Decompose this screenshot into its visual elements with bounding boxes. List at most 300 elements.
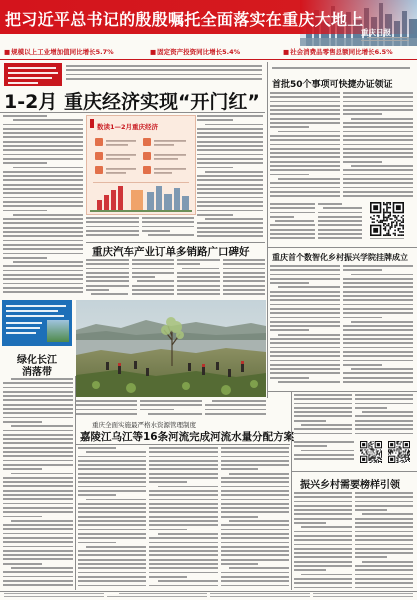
text-line	[343, 169, 413, 171]
text-line	[197, 167, 233, 169]
rural-headline: 振兴乡村需要榜样引领	[300, 480, 400, 491]
text-column	[3, 115, 83, 295]
text-line	[323, 207, 362, 209]
text-line	[4, 593, 104, 594]
text-line	[355, 433, 413, 435]
text-line	[343, 295, 413, 297]
banner-title: 把习近平总书记的殷殷嘱托全面落实在重庆大地上	[5, 10, 364, 29]
text-line	[355, 398, 413, 400]
text-line	[197, 205, 263, 207]
text-line	[132, 293, 175, 295]
text-line	[294, 394, 352, 396]
text-line	[149, 468, 217, 470]
text-line	[210, 593, 310, 594]
text-line	[149, 511, 217, 513]
text-line	[78, 473, 146, 475]
text-line	[78, 524, 146, 526]
text-line	[270, 351, 340, 353]
qr-caption	[370, 238, 404, 242]
text-line	[142, 221, 195, 223]
text-line	[3, 162, 47, 164]
water-divider	[76, 444, 290, 445]
text-line	[3, 541, 73, 543]
text-line	[78, 456, 146, 458]
text-line	[355, 403, 413, 405]
text-line	[3, 554, 73, 556]
text-line	[78, 572, 146, 574]
text-line	[149, 477, 217, 479]
text-line	[278, 178, 340, 180]
auto-headline: 重庆汽车产业订单多销路广口碑好	[92, 246, 250, 258]
text-line	[343, 131, 413, 133]
text-line	[270, 139, 340, 141]
text-line	[355, 428, 413, 430]
text-line	[3, 222, 83, 224]
text-line	[343, 338, 413, 340]
text-line	[86, 230, 139, 232]
text-line	[221, 563, 259, 565]
text-line	[86, 280, 129, 282]
text-line	[3, 563, 42, 565]
text-line	[3, 197, 83, 199]
text-column	[86, 259, 129, 298]
qr-pattern	[388, 441, 410, 463]
left-bottom-rule	[75, 376, 76, 590]
text-line	[294, 539, 352, 541]
text-line	[197, 222, 263, 224]
text-line	[197, 235, 263, 237]
stats-divider	[0, 59, 417, 60]
right-bottom-rule	[291, 392, 292, 590]
text-line	[205, 404, 266, 406]
text-line	[149, 520, 217, 522]
text-line	[3, 115, 47, 117]
text-line	[197, 136, 263, 138]
right-lower-divider	[268, 391, 417, 392]
text-line	[78, 567, 146, 569]
feature-title-line2: 消落带	[22, 367, 52, 378]
text-column	[142, 217, 195, 238]
text-line	[3, 399, 73, 401]
text-line	[355, 407, 387, 409]
text-line	[3, 558, 73, 560]
text-line	[78, 516, 146, 518]
text-line	[355, 509, 387, 511]
text-line	[3, 257, 47, 259]
text-line	[78, 486, 146, 488]
text-line	[149, 460, 217, 462]
text-line	[270, 216, 294, 218]
text-line	[343, 156, 413, 158]
text-line	[210, 596, 310, 597]
text-line	[270, 274, 340, 276]
text-line	[78, 447, 116, 449]
text-line	[355, 587, 413, 589]
text-line	[294, 420, 326, 422]
text-line	[78, 529, 146, 531]
text-line	[3, 468, 42, 470]
text-line	[294, 407, 352, 409]
stat-text: 固定资产投资同比增长5.4%	[157, 48, 241, 56]
text-column	[4, 593, 104, 599]
text-line	[86, 451, 146, 453]
text-column	[223, 259, 266, 298]
label-line	[6, 327, 40, 329]
text-line	[270, 191, 340, 193]
text-line	[3, 533, 73, 535]
text-line	[343, 148, 413, 150]
text-line	[158, 486, 218, 488]
text-line	[318, 237, 363, 239]
text-line	[343, 139, 413, 141]
text-line	[78, 507, 146, 509]
text-line	[362, 561, 413, 563]
text-line	[318, 233, 363, 235]
text-line	[355, 531, 413, 533]
text-line	[86, 272, 129, 274]
text-line	[76, 404, 137, 406]
text-line	[223, 280, 266, 282]
text-line	[221, 447, 289, 449]
text-line	[78, 563, 146, 565]
text-line	[197, 154, 263, 156]
text-line	[76, 409, 137, 411]
text-column	[210, 593, 310, 599]
text-line	[149, 494, 217, 496]
text-line	[3, 421, 42, 423]
text-line	[223, 285, 266, 287]
text-line	[86, 259, 129, 261]
text-line	[221, 550, 289, 552]
text-line	[221, 585, 289, 587]
text-line	[3, 528, 73, 530]
text-line	[343, 351, 413, 353]
text-line	[318, 229, 363, 231]
text-line	[343, 187, 413, 189]
text-line	[142, 230, 171, 232]
qr-code[interactable]	[370, 202, 404, 236]
text-line	[294, 556, 352, 558]
lead-kicker-box	[4, 63, 62, 86]
text-line	[3, 145, 83, 147]
text-line	[270, 377, 309, 379]
text-line	[197, 115, 263, 117]
text-column	[149, 447, 217, 589]
text-line	[66, 74, 262, 76]
text-line	[3, 524, 73, 526]
text-line	[3, 516, 42, 518]
text-line	[149, 490, 217, 492]
text-line	[149, 507, 217, 509]
text-line	[3, 412, 73, 414]
text-line	[278, 131, 340, 133]
text-line	[343, 304, 413, 306]
text-line	[343, 122, 413, 124]
text-line	[197, 141, 263, 143]
text-line	[294, 587, 352, 589]
qr-pattern	[370, 202, 404, 236]
text-line	[343, 105, 413, 107]
text-line	[351, 368, 413, 370]
text-line	[221, 464, 289, 466]
text-line	[3, 244, 83, 246]
text-line	[355, 394, 413, 396]
text-line	[3, 270, 83, 272]
text-line	[294, 548, 352, 550]
text-line	[221, 456, 289, 458]
text-line	[270, 368, 340, 370]
text-line	[301, 574, 352, 576]
text-line	[270, 338, 340, 340]
text-line	[78, 554, 146, 556]
text-line	[11, 378, 73, 380]
text-line	[76, 400, 137, 402]
text-column	[313, 593, 413, 599]
bullet-icon: ■	[283, 48, 290, 56]
text-column	[270, 92, 340, 199]
text-line	[205, 171, 263, 173]
right-lower-body	[294, 394, 413, 438]
text-line	[294, 509, 352, 511]
text-line	[270, 269, 340, 271]
text-line	[355, 501, 413, 503]
label-thumbnail-image	[47, 320, 69, 342]
stat-text: 规模以上工业增加值同比增长5.7%	[11, 48, 114, 56]
qr-code[interactable]	[360, 441, 382, 463]
text-line	[142, 217, 195, 219]
text-line	[149, 559, 217, 561]
label-line	[6, 310, 58, 312]
text-column	[86, 217, 139, 238]
text-line	[343, 325, 413, 327]
text-line	[270, 321, 340, 323]
text-column	[294, 394, 352, 437]
text-line	[4, 596, 104, 597]
label-line	[6, 305, 66, 307]
text-line	[343, 152, 413, 154]
text-column	[76, 400, 137, 417]
text-line	[355, 578, 413, 580]
text-line	[355, 522, 413, 524]
text-line	[107, 596, 207, 597]
text-line	[3, 455, 73, 457]
text-column	[370, 238, 404, 241]
text-line	[343, 269, 382, 271]
text-line	[132, 263, 175, 265]
text-line	[270, 295, 340, 297]
text-line	[318, 220, 363, 222]
text-line	[3, 231, 83, 233]
text-line	[149, 481, 187, 483]
text-line	[343, 291, 413, 293]
label-line	[6, 315, 64, 317]
text-line	[197, 231, 263, 233]
text-line	[66, 78, 262, 80]
text-line	[221, 477, 289, 479]
kicker-line	[8, 77, 52, 79]
text-line	[3, 291, 83, 293]
lead-body-col-c	[197, 115, 263, 242]
text-line	[86, 221, 139, 223]
text-column	[355, 492, 413, 591]
text-column	[355, 394, 413, 437]
text-line	[270, 265, 340, 267]
text-line	[355, 505, 413, 507]
text-line	[3, 464, 73, 466]
text-line	[278, 381, 340, 383]
qr-code[interactable]	[388, 441, 410, 463]
text-column	[294, 441, 354, 462]
text-line	[343, 96, 413, 98]
text-line	[343, 191, 413, 193]
text-line	[148, 234, 194, 236]
stat-industrial-output	[4, 47, 114, 56]
text-line	[355, 552, 413, 554]
text-line	[301, 450, 354, 452]
text-line	[78, 537, 146, 539]
text-line	[355, 496, 413, 498]
text-line	[140, 409, 174, 411]
text-line	[270, 135, 340, 137]
text-line	[270, 126, 309, 128]
text-line	[78, 481, 146, 483]
footer-info	[4, 593, 413, 599]
kicker-line	[8, 82, 38, 84]
text-line	[343, 355, 413, 357]
text-line	[149, 524, 217, 526]
text-line	[197, 214, 233, 216]
text-column	[107, 593, 207, 599]
text-line	[270, 109, 340, 111]
text-line	[78, 460, 146, 462]
text-line	[343, 329, 413, 331]
text-line	[343, 101, 413, 103]
text-line	[270, 278, 340, 280]
text-line	[270, 203, 315, 205]
text-line	[11, 473, 73, 475]
text-line	[3, 184, 83, 186]
text-line	[351, 321, 413, 323]
text-line	[177, 289, 220, 291]
text-line	[294, 578, 352, 580]
text-line	[3, 287, 83, 289]
text-line	[270, 325, 340, 327]
text-line	[158, 580, 218, 582]
text-line	[270, 212, 315, 214]
text-line	[343, 161, 382, 163]
text-column	[66, 65, 262, 82]
text-line	[149, 572, 217, 574]
text-column	[318, 203, 363, 242]
text-line	[229, 473, 289, 475]
text-line	[3, 507, 73, 509]
text-line	[3, 248, 83, 250]
text-line	[343, 278, 413, 280]
text-line	[11, 567, 73, 569]
text-line	[221, 559, 289, 561]
text-line	[313, 596, 413, 597]
text-line	[355, 556, 387, 558]
text-line	[3, 141, 83, 143]
text-line	[3, 124, 83, 126]
text-line	[78, 494, 116, 496]
text-line	[78, 533, 146, 535]
text-line	[343, 308, 413, 310]
text-line	[270, 229, 315, 231]
text-line	[3, 128, 83, 130]
text-line	[149, 567, 217, 569]
text-line	[3, 175, 83, 177]
text-line	[355, 492, 413, 494]
text-line	[177, 293, 220, 295]
kicker-line	[8, 72, 58, 74]
text-line	[294, 398, 352, 400]
text-line	[3, 434, 73, 436]
text-line	[343, 286, 413, 288]
text-line	[221, 490, 289, 492]
text-line	[149, 554, 217, 556]
text-line	[149, 451, 217, 453]
text-line	[3, 485, 73, 487]
text-line	[3, 136, 83, 138]
text-line	[86, 546, 146, 548]
text-line	[197, 149, 263, 151]
text-line	[270, 308, 340, 310]
text-line	[294, 544, 352, 546]
footer-divider	[0, 591, 417, 592]
text-line	[221, 529, 289, 531]
text-line	[3, 395, 73, 397]
text-line	[149, 546, 217, 548]
text-line	[270, 299, 340, 301]
text-line	[343, 113, 382, 115]
text-line	[362, 411, 413, 413]
text-line	[86, 226, 139, 228]
text-line	[270, 165, 340, 167]
text-line	[3, 430, 73, 432]
text-line	[343, 174, 413, 176]
text-line	[66, 69, 262, 71]
text-line	[177, 276, 220, 278]
text-line	[221, 572, 289, 574]
infographic-title: 数读1—2月重庆经济	[97, 123, 159, 131]
rural-divider	[292, 471, 417, 472]
text-line	[294, 582, 352, 584]
text-line	[362, 513, 413, 515]
text-line	[3, 227, 83, 229]
text-line	[221, 451, 289, 453]
stat-retail-sales	[283, 47, 393, 56]
text-line	[294, 531, 352, 533]
text-line	[197, 119, 233, 121]
text-line	[149, 473, 217, 475]
text-line	[197, 201, 263, 203]
text-line	[294, 518, 352, 520]
label-line	[6, 332, 36, 334]
text-line	[272, 67, 410, 69]
text-line	[132, 276, 155, 278]
text-column	[132, 259, 175, 298]
text-line	[3, 171, 83, 173]
text-line	[3, 442, 73, 444]
economy-infographic	[86, 115, 196, 215]
text-line	[343, 92, 413, 94]
text-line	[294, 513, 352, 515]
text-line	[221, 468, 259, 470]
text-line	[3, 188, 83, 190]
right-top-headline: 首批50个事项可快捷办证领证	[272, 80, 393, 90]
text-line	[355, 424, 413, 426]
